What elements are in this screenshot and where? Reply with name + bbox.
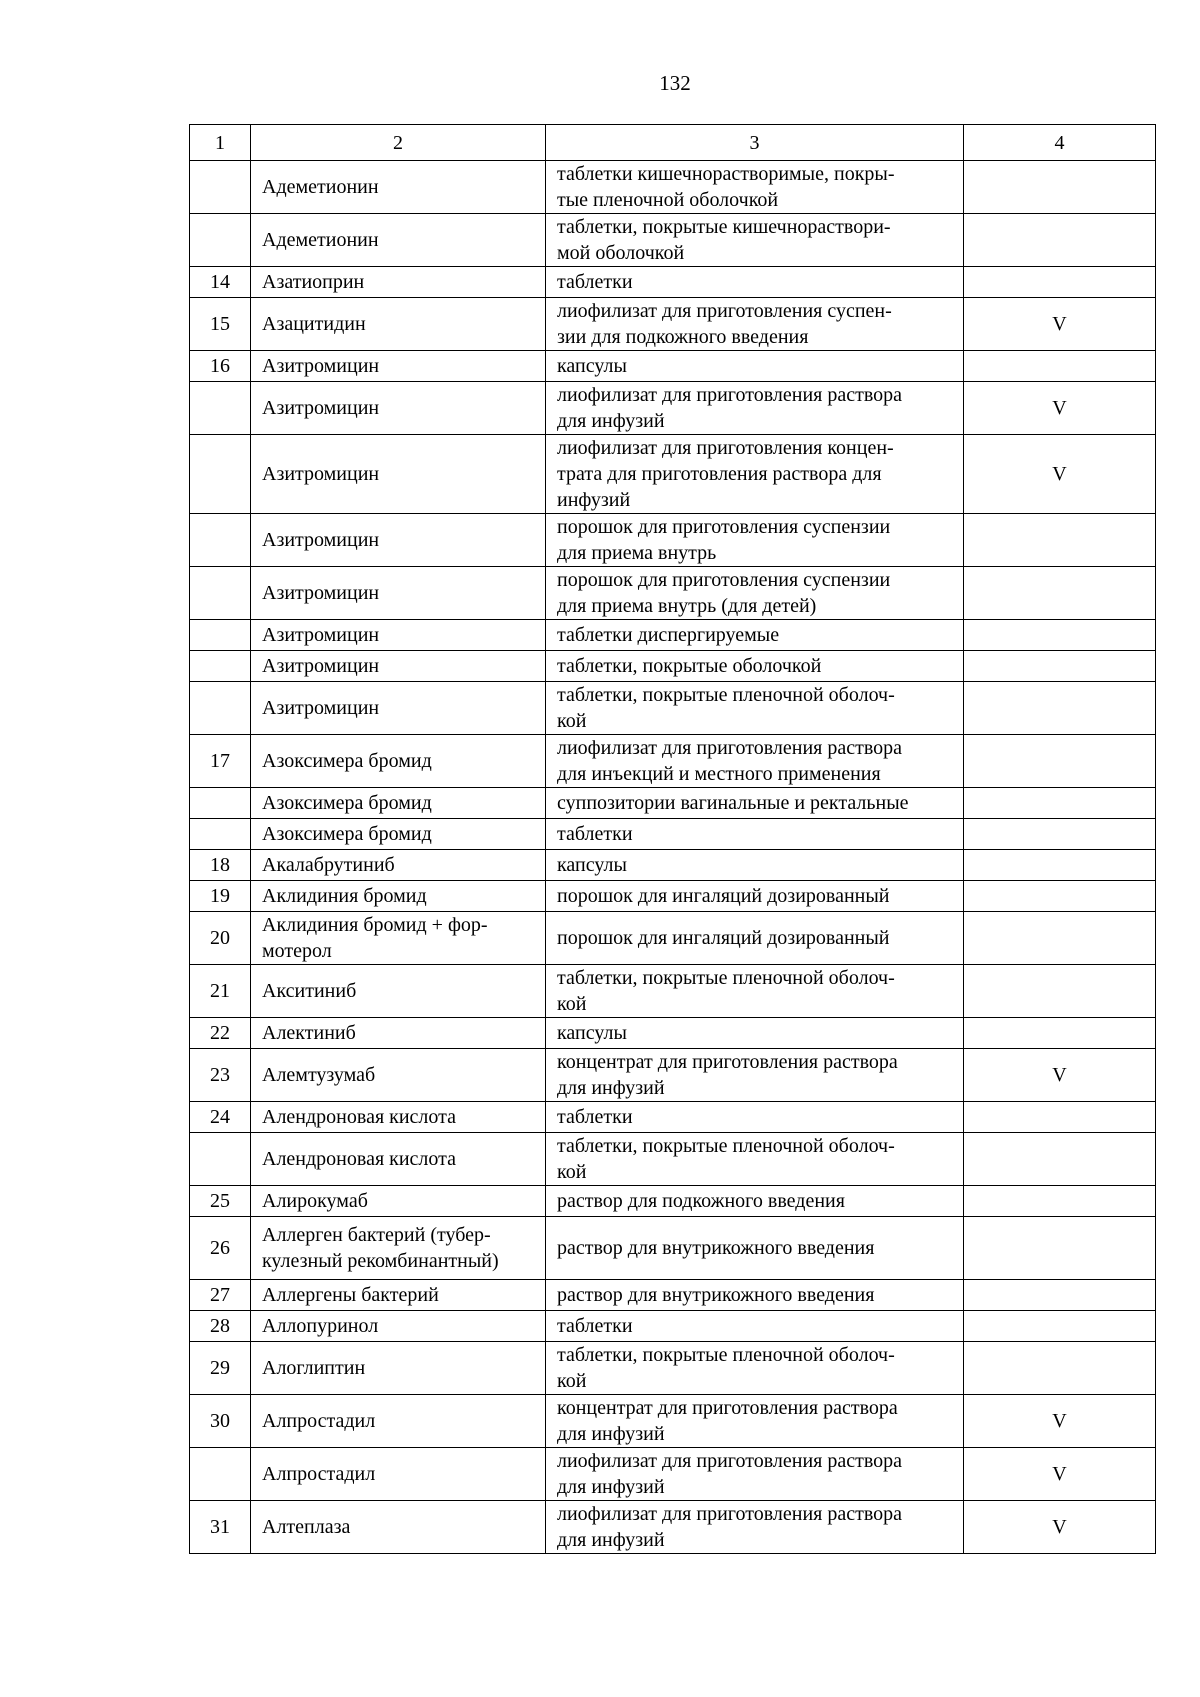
dosage-form-cell: таблетки xyxy=(546,1311,964,1342)
table-row xyxy=(190,788,1156,819)
row-number-cell: 14 xyxy=(190,267,251,298)
table-row xyxy=(190,651,1156,682)
drug-name-cell: Адеметионин xyxy=(251,161,546,214)
table-header-row xyxy=(190,125,1156,161)
dosage-form-cell: порошок для приготовления суспензии для приема внутрь (для детей) xyxy=(546,567,964,620)
mark-cell xyxy=(964,567,1156,620)
mark-cell xyxy=(964,881,1156,912)
drug-name-cell: Акситиниб xyxy=(251,965,546,1018)
drug-name-cell: Азитромицин xyxy=(251,514,546,567)
table-row xyxy=(190,1501,1156,1554)
drug-name-cell: Алендроновая кислота xyxy=(251,1133,546,1186)
row-number-cell: 27 xyxy=(190,1280,251,1311)
mark-cell: V xyxy=(964,382,1156,435)
table-row xyxy=(190,435,1156,514)
dosage-form-cell: таблетки, покрытые оболочкой xyxy=(546,651,964,682)
dosage-form-cell: суппозитории вагинальные и ректальные xyxy=(546,788,964,819)
table-row xyxy=(190,965,1156,1018)
table-row xyxy=(190,1448,1156,1501)
drug-name-cell: Адеметионин xyxy=(251,214,546,267)
drug-name-cell: Аллерген бактерий (тубер- кулезный рекомбинантный) xyxy=(251,1217,546,1280)
drug-name-cell: Азатиоприн xyxy=(251,267,546,298)
dosage-form-cell: лиофилизат для приготовления суспен- зии для подкожного введения xyxy=(546,298,964,351)
table-row xyxy=(190,161,1156,214)
mark-cell xyxy=(964,1311,1156,1342)
dosage-form-cell: таблетки, покрытые пленочной оболоч- кой xyxy=(546,965,964,1018)
row-number-cell: 29 xyxy=(190,1342,251,1395)
table-row xyxy=(190,682,1156,735)
dosage-form-cell: порошок для приготовления суспензии для приема внутрь xyxy=(546,514,964,567)
row-number-cell xyxy=(190,567,251,620)
table-row xyxy=(190,1342,1156,1395)
table-row xyxy=(190,1018,1156,1049)
dosage-form-cell: таблетки, покрытые пленочной оболоч- кой xyxy=(546,682,964,735)
drug-name-cell: Азитромицин xyxy=(251,651,546,682)
page-number: 132 xyxy=(659,71,691,95)
dosage-form-cell: таблетки xyxy=(546,267,964,298)
mark-cell xyxy=(964,1217,1156,1280)
table-row xyxy=(190,819,1156,850)
table-row xyxy=(190,351,1156,382)
dosage-form-cell: таблетки xyxy=(546,1102,964,1133)
row-number-cell: 19 xyxy=(190,881,251,912)
dosage-form-cell: лиофилизат для приготовления раствора для инфузий xyxy=(546,1448,964,1501)
mark-cell: V xyxy=(964,1501,1156,1554)
row-number-cell: 18 xyxy=(190,850,251,881)
mark-cell: V xyxy=(964,1395,1156,1448)
drug-name-cell: Акалабрутиниб xyxy=(251,850,546,881)
mark-cell xyxy=(964,351,1156,382)
mark-cell xyxy=(964,965,1156,1018)
drug-name-cell: Азитромицин xyxy=(251,620,546,651)
row-number-cell xyxy=(190,435,251,514)
row-number-cell xyxy=(190,1448,251,1501)
dosage-form-cell: таблетки, покрытые пленочной оболоч- кой xyxy=(546,1133,964,1186)
row-number-cell: 25 xyxy=(190,1186,251,1217)
dosage-form-cell: капсулы xyxy=(546,1018,964,1049)
dosage-form-cell: таблетки xyxy=(546,819,964,850)
drug-name-cell: Азацитидин xyxy=(251,298,546,351)
table-row xyxy=(190,881,1156,912)
drug-name-cell: Азитромицин xyxy=(251,435,546,514)
table-row xyxy=(190,620,1156,651)
mark-cell xyxy=(964,850,1156,881)
row-number-cell xyxy=(190,214,251,267)
mark-cell xyxy=(964,1280,1156,1311)
mark-cell xyxy=(964,788,1156,819)
table-row xyxy=(190,1217,1156,1280)
header-col-2: 2 xyxy=(251,125,546,161)
header-col-1: 1 xyxy=(190,125,251,161)
row-number-cell: 20 xyxy=(190,912,251,965)
row-number-cell: 23 xyxy=(190,1049,251,1102)
row-number-cell xyxy=(190,651,251,682)
row-number-cell: 21 xyxy=(190,965,251,1018)
mark-cell xyxy=(964,214,1156,267)
mark-cell: V xyxy=(964,298,1156,351)
drug-name-cell: Азоксимера бромид xyxy=(251,735,546,788)
row-number-cell xyxy=(190,620,251,651)
mark-cell xyxy=(964,1018,1156,1049)
table-row xyxy=(190,514,1156,567)
header-col-4: 4 xyxy=(964,125,1156,161)
table-row xyxy=(190,1102,1156,1133)
table-row xyxy=(190,1311,1156,1342)
drug-name-cell: Алоглиптин xyxy=(251,1342,546,1395)
dosage-form-cell: таблетки диспергируемые xyxy=(546,620,964,651)
table-row xyxy=(190,912,1156,965)
table-row xyxy=(190,1133,1156,1186)
dosage-form-cell: лиофилизат для приготовления концен- трата для приготовления раствора для инфузий xyxy=(546,435,964,514)
table-row xyxy=(190,567,1156,620)
drug-name-cell: Азитромицин xyxy=(251,682,546,735)
dosage-form-cell: порошок для ингаляций дозированный xyxy=(546,881,964,912)
dosage-form-cell: капсулы xyxy=(546,850,964,881)
mark-cell xyxy=(964,819,1156,850)
mark-cell xyxy=(964,682,1156,735)
table-row xyxy=(190,382,1156,435)
drug-name-cell: Аллергены бактерий xyxy=(251,1280,546,1311)
row-number-cell xyxy=(190,819,251,850)
mark-cell xyxy=(964,735,1156,788)
row-number-cell: 24 xyxy=(190,1102,251,1133)
table-row xyxy=(190,850,1156,881)
row-number-cell xyxy=(190,382,251,435)
row-number-cell: 31 xyxy=(190,1501,251,1554)
row-number-cell xyxy=(190,161,251,214)
dosage-form-cell: капсулы xyxy=(546,351,964,382)
mark-cell xyxy=(964,620,1156,651)
table-row xyxy=(190,298,1156,351)
dosage-form-cell: раствор для подкожного введения xyxy=(546,1186,964,1217)
dosage-form-cell: лиофилизат для приготовления раствора для инъекций и местного применения xyxy=(546,735,964,788)
table-row xyxy=(190,1186,1156,1217)
row-number-cell: 22 xyxy=(190,1018,251,1049)
table-row xyxy=(190,1049,1156,1102)
table-row xyxy=(190,1280,1156,1311)
mark-cell: V xyxy=(964,1448,1156,1501)
dosage-form-cell: порошок для ингаляций дозированный xyxy=(546,912,964,965)
row-number-cell: 30 xyxy=(190,1395,251,1448)
row-number-cell: 16 xyxy=(190,351,251,382)
row-number-cell: 26 xyxy=(190,1217,251,1280)
mark-cell xyxy=(964,1186,1156,1217)
drug-name-cell: Аклидиния бромид xyxy=(251,881,546,912)
dosage-form-cell: раствор для внутрикожного введения xyxy=(546,1280,964,1311)
mark-cell xyxy=(964,1133,1156,1186)
mark-cell: V xyxy=(964,1049,1156,1102)
dosage-form-cell: раствор для внутрикожного введения xyxy=(546,1217,964,1280)
drug-name-cell: Азитромицин xyxy=(251,351,546,382)
drug-name-cell: Алектиниб xyxy=(251,1018,546,1049)
drug-name-cell: Аллопуринол xyxy=(251,1311,546,1342)
header-col-3: 3 xyxy=(546,125,964,161)
mark-cell xyxy=(964,267,1156,298)
table-row xyxy=(190,1395,1156,1448)
dosage-form-cell: таблетки, покрытые кишечнораствори- мой оболочкой xyxy=(546,214,964,267)
dosage-form-cell: концентрат для приготовления раствора для инфузий xyxy=(546,1395,964,1448)
drug-name-cell: Азитромицин xyxy=(251,382,546,435)
drug-name-cell: Азоксимера бромид xyxy=(251,819,546,850)
dosage-form-cell: лиофилизат для приготовления раствора для инфузий xyxy=(546,382,964,435)
drug-name-cell: Алендроновая кислота xyxy=(251,1102,546,1133)
drug-table xyxy=(189,124,1156,1554)
row-number-cell xyxy=(190,1133,251,1186)
row-number-cell xyxy=(190,682,251,735)
mark-cell xyxy=(964,1102,1156,1133)
mark-cell xyxy=(964,514,1156,567)
dosage-form-cell: таблетки, покрытые пленочной оболоч- кой xyxy=(546,1342,964,1395)
mark-cell: V xyxy=(964,435,1156,514)
row-number-cell xyxy=(190,514,251,567)
drug-name-cell: Азоксимера бромид xyxy=(251,788,546,819)
dosage-form-cell: таблетки кишечнорастворимые, покры- тые пленочной оболочкой xyxy=(546,161,964,214)
drug-name-cell: Алтеплаза xyxy=(251,1501,546,1554)
dosage-form-cell: концентрат для приготовления раствора для инфузий xyxy=(546,1049,964,1102)
row-number-cell: 17 xyxy=(190,735,251,788)
drug-name-cell: Азитромицин xyxy=(251,567,546,620)
mark-cell xyxy=(964,1342,1156,1395)
mark-cell xyxy=(964,651,1156,682)
table-row xyxy=(190,214,1156,267)
row-number-cell xyxy=(190,788,251,819)
table-row xyxy=(190,267,1156,298)
drug-name-cell: Аклидиния бромид + фор- мотерол xyxy=(251,912,546,965)
row-number-cell: 28 xyxy=(190,1311,251,1342)
mark-cell xyxy=(964,912,1156,965)
dosage-form-cell: лиофилизат для приготовления раствора для инфузий xyxy=(546,1501,964,1554)
drug-name-cell: Алемтузумаб xyxy=(251,1049,546,1102)
drug-name-cell: Алирокумаб xyxy=(251,1186,546,1217)
drug-name-cell: Алпростадил xyxy=(251,1395,546,1448)
mark-cell xyxy=(964,161,1156,214)
table-row xyxy=(190,735,1156,788)
drug-name-cell: Алпростадил xyxy=(251,1448,546,1501)
row-number-cell: 15 xyxy=(190,298,251,351)
